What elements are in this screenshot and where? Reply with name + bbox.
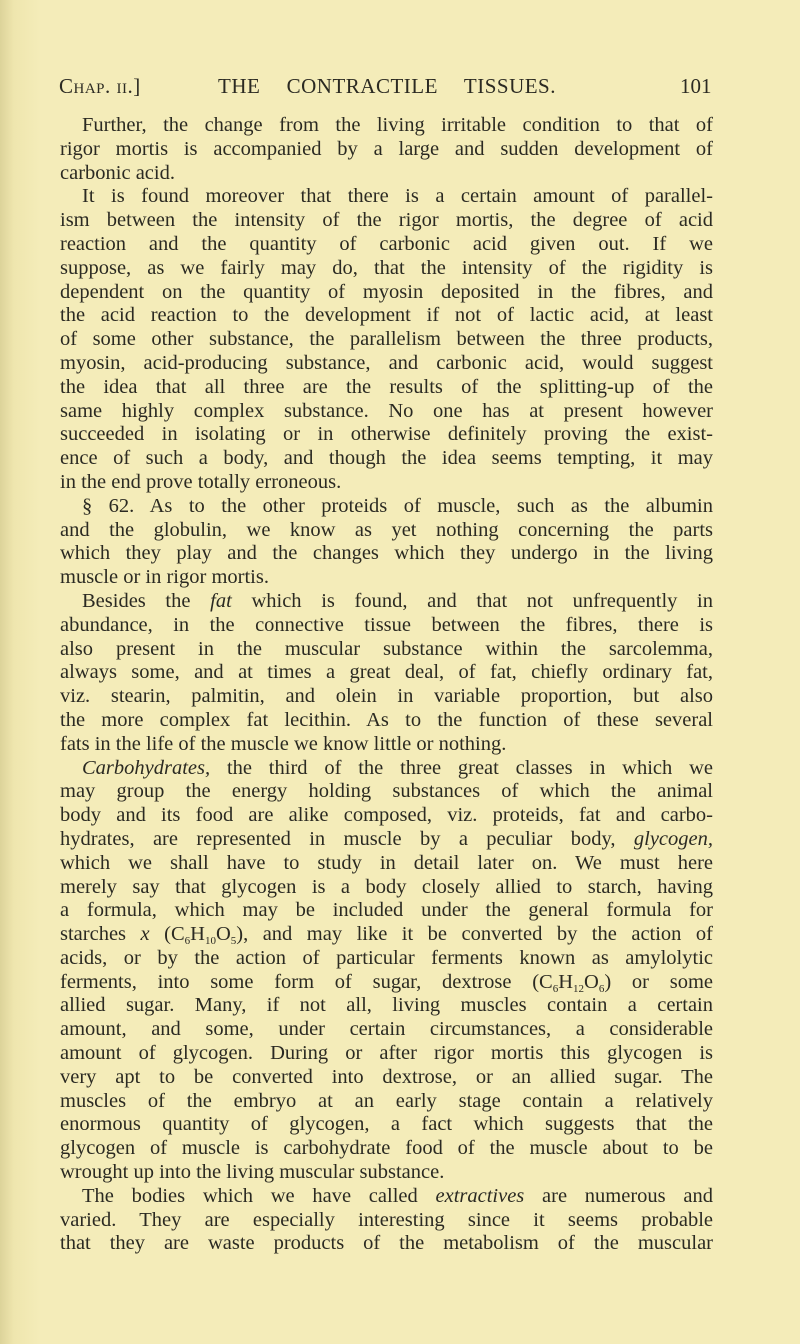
subscript: 6: [184, 935, 191, 948]
text-run: suppose, as we fairly may do, that the intensity of the rigidity is: [60, 256, 713, 279]
text-run: dependent on the quantity of myosin deposited in the fibres, and: [60, 280, 713, 303]
text-run: always some, and at times a great deal, of fat, chiefly ordinary fat,: [60, 661, 713, 684]
text-run: and the globulin, we know as yet nothing concerning the parts: [60, 518, 713, 541]
text-run: fats in the life of the muscle we know little or nothing.: [60, 732, 507, 755]
text-line: [60, 114, 713, 138]
text-run: ism between the intensity of the rigor mortis, the degree of acid: [60, 209, 713, 232]
running-head: [0, 74, 800, 98]
text-line: [60, 828, 713, 852]
text-run: wrought up into the living muscular substance.: [60, 1161, 445, 1184]
text-line: [60, 852, 713, 876]
text-line: [60, 185, 713, 209]
text-run: The bodies which we have called: [82, 1184, 436, 1207]
italic-term: extractives: [435, 1184, 525, 1207]
paragraph: [60, 757, 713, 1185]
text-run: very apt to be converted into dextrose, or an allied sugar. The: [60, 1065, 713, 1088]
text-run: are numerous and: [524, 1184, 713, 1207]
page-number: 101: [680, 74, 712, 98]
paragraph: [60, 495, 713, 590]
text-run: O: [215, 923, 231, 946]
text-run: amount, and some, under certain circumstances, a considerable: [60, 1018, 713, 1041]
text-run: ence of such a body, and though the idea seems tempting, it may: [60, 447, 713, 470]
text-line: [60, 281, 713, 305]
text-line: [60, 899, 713, 923]
text-run: Further, the change from the living irritable condition to that of: [82, 114, 713, 136]
text-line: [60, 1042, 713, 1066]
text-run: ), and may like it be converted by the action of: [236, 923, 713, 946]
text-run: also present in the muscular substance within the sarcolemma,: [60, 637, 713, 660]
text-run: of some other substance, the parallelism between the three products,: [60, 328, 713, 351]
text-run: a formula, which may be included under the general formula for: [60, 899, 713, 922]
text-run: may group the energy holding substances of which the animal: [60, 780, 713, 803]
text-run: in the end prove totally erroneous.: [60, 470, 342, 493]
text-line: [60, 685, 713, 709]
italic-term: x: [140, 923, 150, 946]
text-line: [60, 423, 713, 447]
text-line: [60, 1185, 713, 1209]
text-line: [60, 1018, 713, 1042]
text-run: Besides the: [82, 589, 211, 612]
text-run: hydrates, are represented in muscle by a peculiar body,: [60, 827, 634, 850]
paragraph: [60, 114, 713, 185]
page-body: [60, 114, 713, 1256]
italic-term: Carbohydrates,: [82, 756, 211, 779]
text-line: [60, 1137, 713, 1161]
text-line: [60, 1090, 713, 1114]
text-line: [60, 661, 713, 685]
text-run: abundance, in the connective tissue between the fibres, there is: [60, 613, 713, 636]
text-line: [60, 495, 713, 519]
text-run: H: [190, 923, 205, 946]
text-line: [60, 138, 713, 162]
text-line: [60, 1161, 713, 1185]
text-run: (C: [149, 923, 185, 946]
text-line: [60, 733, 713, 757]
text-line: [60, 471, 713, 495]
text-run: allied sugar. Many, if not all, living muscles contain a certain: [60, 994, 713, 1017]
text-run: which we shall have to study in detail later on. We must here: [60, 851, 713, 874]
text-run: § 62. As to the other proteids of muscle, such as the albumin: [82, 494, 713, 517]
text-line: [60, 1232, 713, 1256]
subscript: 6: [552, 982, 559, 995]
text-run: O: [584, 970, 599, 993]
chapter-title: THE CONTRACTILE TISSUES.: [218, 74, 556, 98]
text-run: varied. They are especially interesting since it seems probable: [60, 1208, 713, 1231]
italic-term: fat: [210, 589, 232, 612]
paragraph: [60, 1185, 713, 1256]
text-run: the third of the three great classes in which we: [210, 756, 713, 779]
text-line: [60, 566, 713, 590]
text-line: [60, 757, 713, 781]
text-line: [60, 447, 713, 471]
text-line: [60, 400, 713, 424]
text-run: ) or some: [604, 970, 713, 993]
text-run: which they play and the changes which they undergo in the living: [60, 542, 713, 565]
subscript: 5: [230, 935, 237, 948]
subscript: 12: [573, 982, 585, 995]
text-line: [60, 162, 713, 186]
text-run: body and its food are alike composed, viz. proteids, fat and carbo-: [60, 804, 713, 827]
text-run: amount of glycogen. During or after rigor mortis this glycogen is: [60, 1042, 713, 1065]
text-line: [60, 876, 713, 900]
chapter-label: Chap. ii.]: [59, 74, 141, 98]
text-line: [60, 780, 713, 804]
text-line: [60, 1209, 713, 1233]
text-line: [60, 328, 713, 352]
text-line: [60, 519, 713, 543]
text-run: succeeded in isolating or in otherwise definitely proving the exist-: [60, 423, 713, 446]
paragraph: [60, 185, 713, 494]
text-run: reaction and the quantity of carbonic acid given out. If we: [60, 232, 713, 255]
text-line: [60, 590, 713, 614]
text-run: ferments, into some form of sugar, dextrose (C: [60, 970, 553, 993]
text-run: myosin, acid-producing substance, and carbonic acid, would suggest: [60, 351, 713, 374]
text-run: starches: [60, 923, 141, 946]
subscript: 10: [204, 935, 216, 948]
text-run: merely say that glycogen is a body closely allied to starch, having: [60, 875, 713, 898]
text-run: carbonic acid.: [60, 161, 175, 184]
text-run: same highly complex substance. No one has at present however: [60, 399, 713, 422]
text-run: H: [558, 970, 574, 993]
text-run: the idea that all three are the results of the splitting-up of the: [60, 375, 713, 398]
italic-term: glycogen,: [633, 827, 713, 850]
text-line: [60, 209, 713, 233]
text-run: muscles of the embryo at an early stage contain a relatively: [60, 1089, 713, 1112]
text-line: [60, 709, 713, 733]
text-line: [60, 304, 713, 328]
text-line: [60, 1113, 713, 1137]
text-line: [60, 947, 713, 971]
text-run: acids, or by the action of particular ferments known as amylolytic: [60, 946, 713, 969]
paragraph: [60, 590, 713, 757]
text-line: [60, 923, 713, 947]
text-run: rigor mortis is accompanied by a large and sudden development of: [60, 137, 713, 160]
text-run: muscle or in rigor mortis.: [60, 566, 269, 589]
text-line: [60, 971, 713, 995]
text-line: [60, 804, 713, 828]
text-line: [60, 614, 713, 638]
text-run: viz. stearin, palmitin, and olein in variable proportion, but also: [60, 685, 713, 708]
text-run: It is found moreover that there is a certain amount of parallel-: [82, 185, 713, 208]
text-line: [60, 233, 713, 257]
text-run: the more complex fat lecithin. As to the function of these several: [60, 708, 713, 731]
text-line: [60, 257, 713, 281]
text-line: [60, 352, 713, 376]
text-run: the acid reaction to the development if not of lactic acid, at least: [60, 304, 713, 327]
text-line: [60, 1066, 713, 1090]
text-run: that they are waste products of the metabolism of the muscular: [60, 1232, 713, 1255]
text-run: which is found, and that not unfrequently in: [231, 589, 713, 612]
subscript: 6: [598, 982, 605, 995]
text-run: enormous quantity of glycogen, a fact which suggests that the: [60, 1113, 713, 1136]
text-line: [60, 638, 713, 662]
text-line: [60, 994, 713, 1018]
text-line: [60, 376, 713, 400]
text-line: [60, 542, 713, 566]
text-run: glycogen of muscle is carbohydrate food of the muscle about to be: [60, 1137, 713, 1160]
